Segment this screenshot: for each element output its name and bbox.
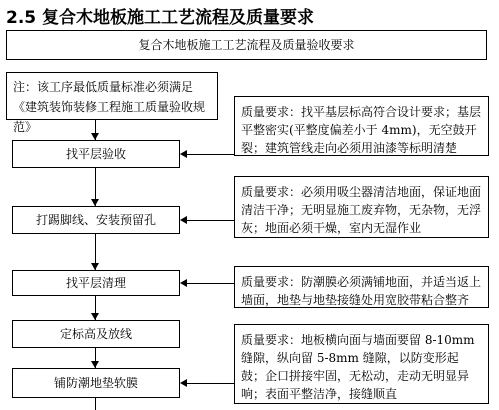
quality-requirement-text: 质量要求：防潮膜必须满铺地面，并适当返上墙面，地垫与地垫接缝处用宽胶带粘合整齐 [241, 275, 482, 307]
quality-requirement-box [234, 96, 489, 156]
flow-title-box [6, 30, 487, 60]
flow-step-skirting-reserved-holes [12, 206, 180, 234]
flow-arrow-down [91, 263, 99, 270]
standard-note [6, 72, 218, 134]
quality-requirement-box [234, 176, 489, 238]
requirement-connector-line [187, 220, 234, 221]
flow-step-leveling-cleanup [12, 270, 180, 296]
flow-step-label: 打踢脚线、安装预留孔 [35, 213, 156, 227]
quality-requirement-box [234, 324, 489, 404]
requirement-arrow-left [180, 279, 187, 287]
flow-step-label: 定标高及放线 [59, 327, 132, 341]
flow-step-moisture-membrane [12, 368, 180, 398]
requirement-connector-line [187, 383, 234, 384]
flow-arrow-down [91, 313, 99, 320]
quality-requirement-box [234, 266, 489, 308]
flow-step-elevation-layout [12, 320, 180, 348]
flow-arrow-down [91, 199, 99, 206]
quality-requirement-text: 质量要求：找平基层标高符合设计要求；基层平整密实(平整度偏差小于 4mm)，无空鼓开裂；建筑管线走向必须用油漆等标明清楚 [241, 105, 482, 155]
quality-requirement-text: 质量要求：地板横向面与墙面要留 8-10mm 缝隙，纵向留 5-8mm 缝隙，以防变形起鼓；企口拼接牢固，无松动，走动无明显异响；表面平整洁净，接缝顺直 [241, 333, 475, 401]
requirement-connector-line [187, 154, 234, 155]
flow-step-label: 找平层验收 [65, 147, 126, 161]
quality-requirement-text: 质量要求：必须用吸尘器清洁地面，保证地面清洁干净；无明显施工废弃物，无杂物，无浮灰；地面必须干燥，室内无湿作业 [241, 185, 482, 235]
flow-arrow-down [91, 361, 99, 368]
flow-step-leveling-acceptance [12, 140, 180, 168]
standard-note-text: 注：该工序最低质量标准必须满足《建筑装饰装修工程施工质量验收规范》 [13, 80, 206, 134]
requirement-arrow-left [180, 216, 187, 224]
requirement-arrow-left [180, 379, 187, 387]
flow-arrow-down [91, 133, 99, 140]
section-heading: 2.5 复合木地板施工工艺流程及质量要求 [6, 8, 315, 28]
flow-step-label: 铺防潮地垫软膜 [53, 376, 138, 390]
flow-title-text: 复合木地板施工工艺流程及质量验收要求 [138, 38, 355, 52]
requirement-arrow-left [180, 150, 187, 158]
flow-step-label: 找平层清理 [65, 276, 126, 290]
requirement-connector-line [187, 283, 234, 284]
